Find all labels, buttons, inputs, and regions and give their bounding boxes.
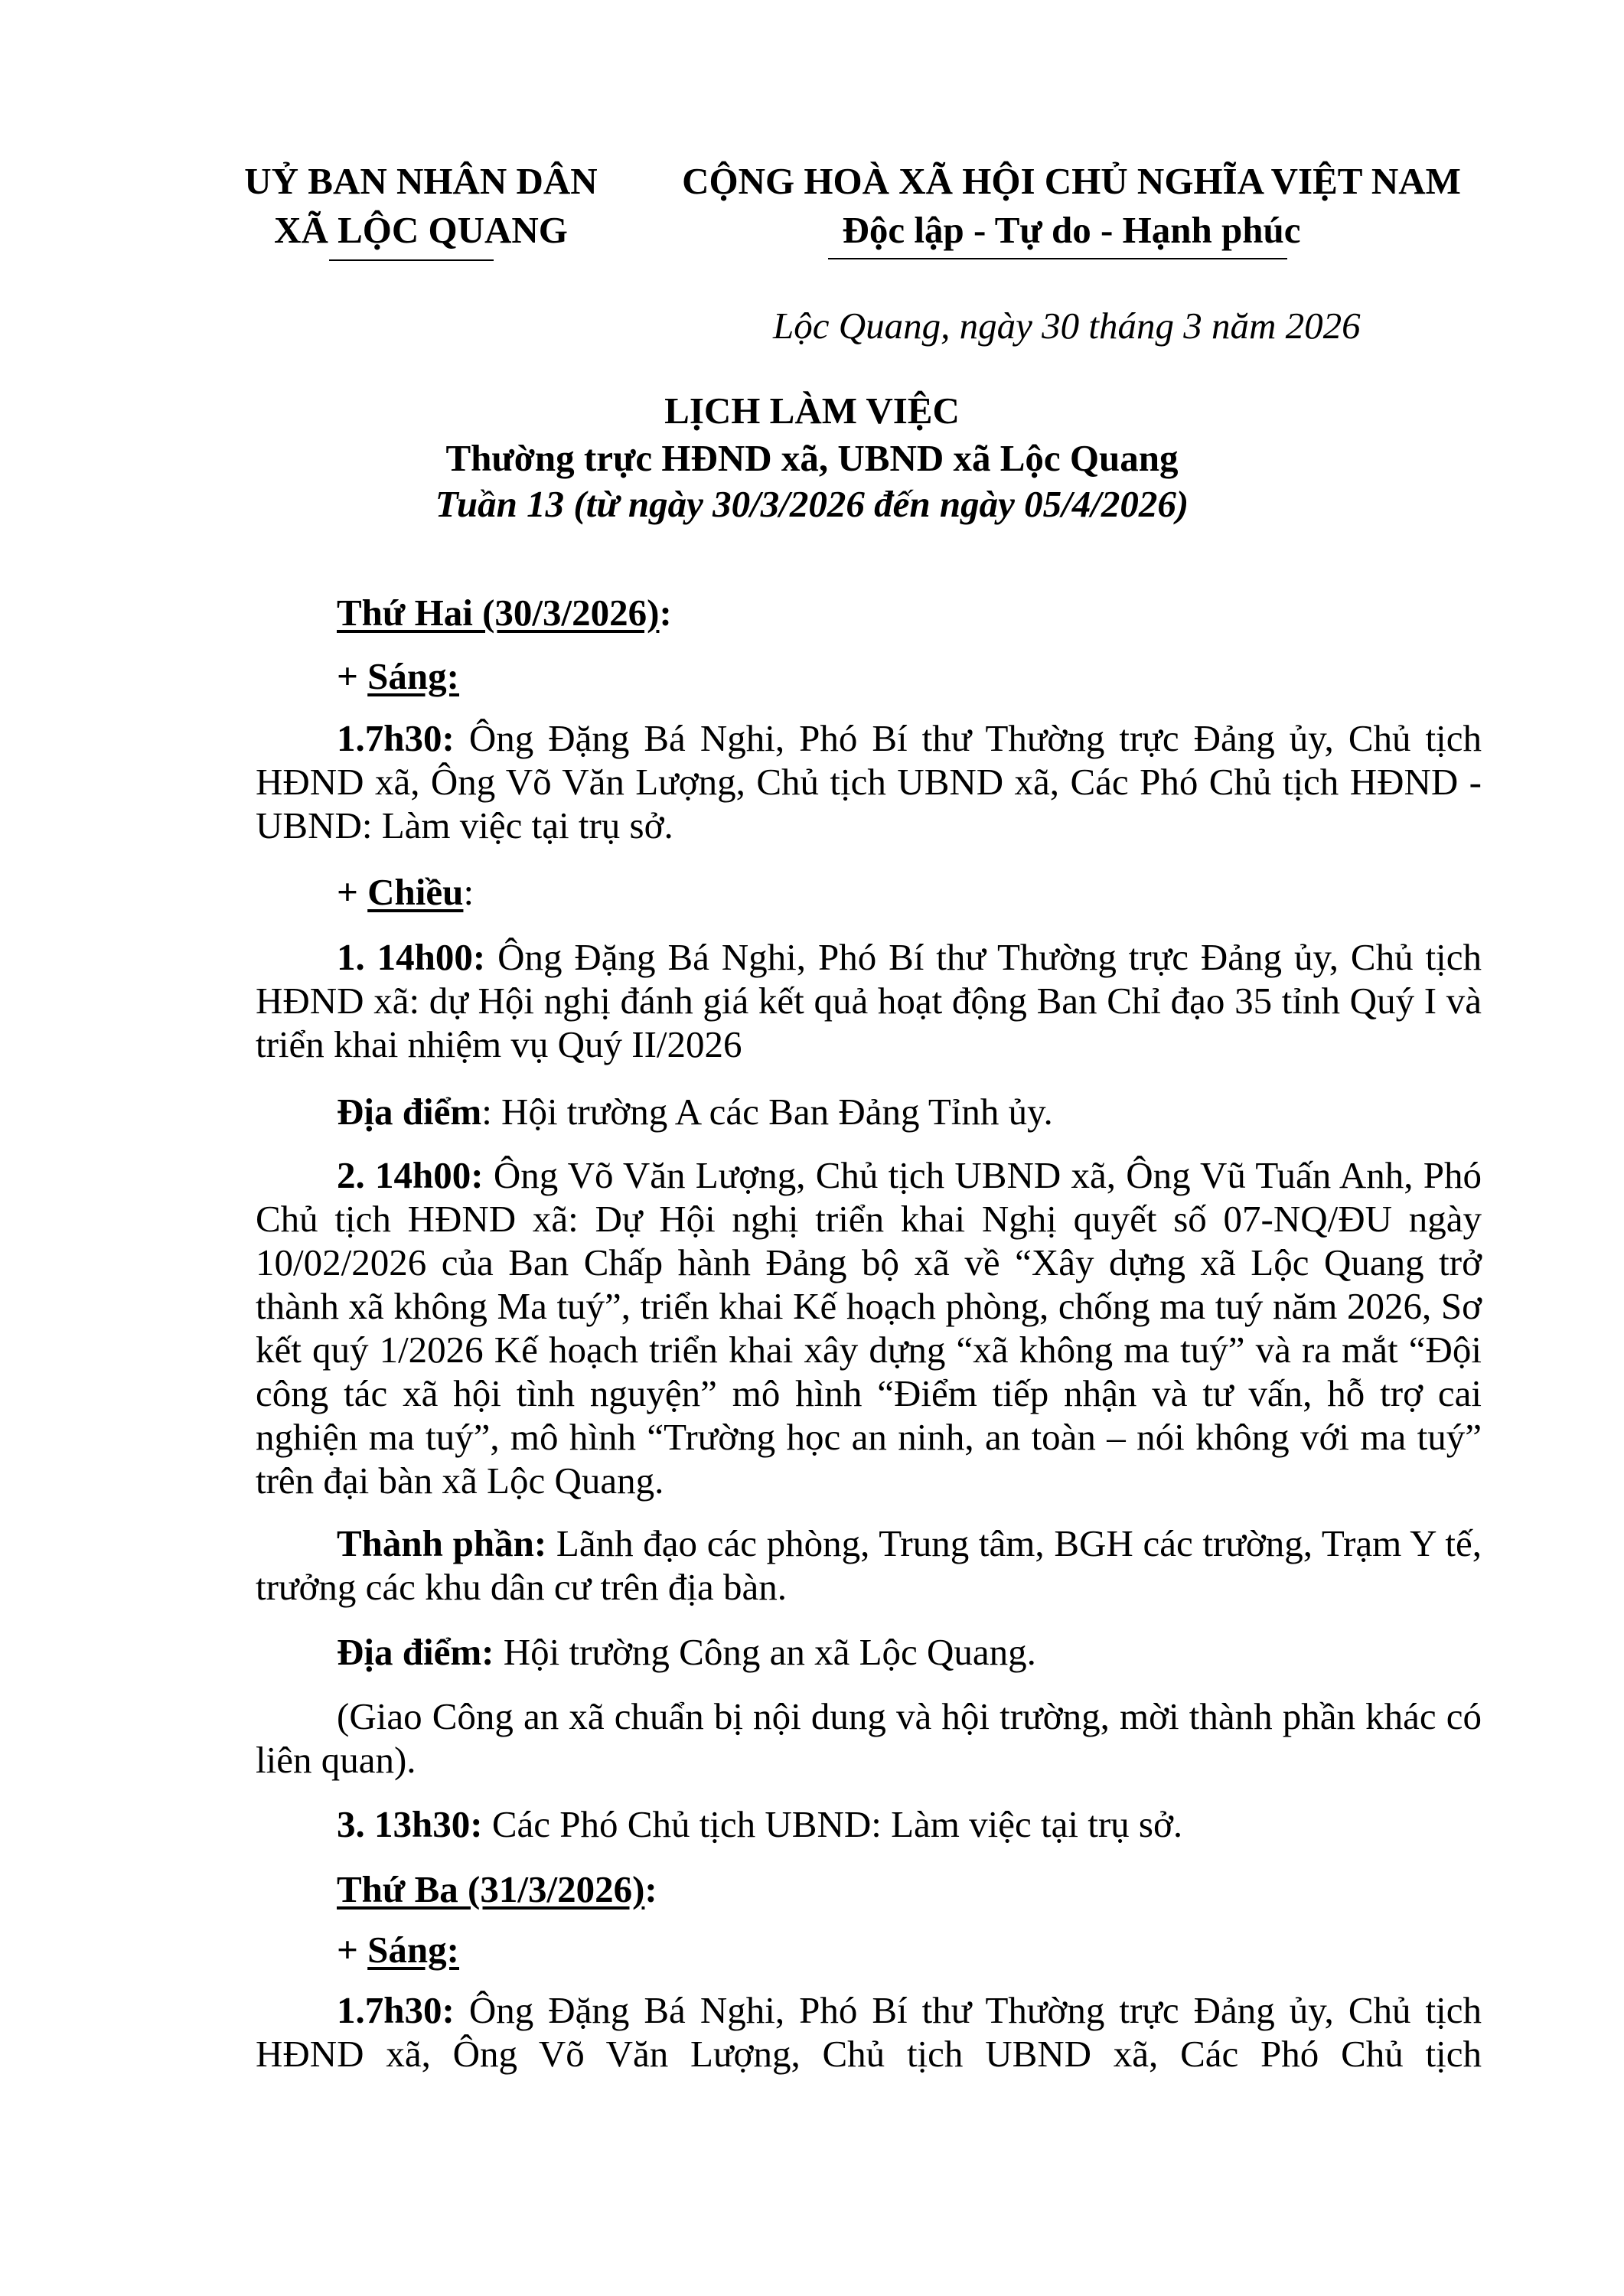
schedule-item — [256, 1988, 1482, 2076]
colon: : — [463, 871, 474, 913]
day-heading-tuesday — [256, 1867, 1482, 1911]
participants-text: Lãnh đạo các phòng, Trung tâm, BGH các trường, Trạm Y tế, trưởng các khu dân cư trên địa bàn. — [256, 1522, 1482, 1608]
location-text: Hội trường Công an xã Lộc Quang. — [494, 1631, 1036, 1673]
day-heading-text: Thứ Ba (31/3/2026) — [337, 1868, 645, 1910]
item-time: 1.7h30: — [337, 717, 455, 759]
item-location — [256, 1630, 1482, 1674]
motto-underline — [828, 258, 1287, 259]
doc-title: LỊCH LÀM VIỆC — [664, 390, 960, 432]
location-text: : Hội trường A các Ban Đảng Tỉnh ủy. — [481, 1091, 1053, 1133]
national-title: CỘNG HOÀ XÃ HỘI CHỦ NGHĨA VIỆT NAM — [682, 160, 1461, 202]
day-heading-text: Thứ Hai (30/3/2026) — [337, 592, 660, 634]
plus: + — [337, 871, 368, 913]
location-label: Địa điểm: — [337, 1631, 494, 1673]
item-location — [256, 1090, 1482, 1133]
date-line: Lộc Quang, ngày 30 tháng 3 năm 2026 — [773, 305, 1361, 347]
schedule-item — [256, 716, 1482, 847]
item-time: 2. 14h00: — [337, 1154, 484, 1196]
session-label: Chiều — [367, 871, 464, 913]
agency-line1: UỶ BAN NHÂN DÂN — [244, 160, 598, 202]
agency-line2: XÃ LỘC QUANG — [274, 209, 568, 251]
session-morning — [256, 654, 1482, 698]
session-afternoon — [256, 870, 1482, 914]
national-motto — [651, 157, 1492, 255]
plus: + — [337, 1929, 368, 1971]
item-text: Các Phó Chủ tịch UBND: Làm việc tại trụ sở. — [482, 1803, 1183, 1845]
session-label: Sáng: — [367, 655, 459, 697]
doc-subtitle: Thường trực HĐND xã, UBND xã Lộc Quang — [445, 437, 1179, 479]
item-time: 1. 14h00: — [337, 936, 486, 978]
item-text: Ông Đặng Bá Nghi, Phó Bí thư Thường trực Đảng ủy, Chủ tịch HĐND xã, Ông Võ Văn Lượng, Chủ tịch UBND xã, Các Phó Chủ tịch — [256, 1989, 1482, 2075]
schedule-item — [256, 935, 1482, 1066]
location-label: Địa điểm — [337, 1091, 482, 1133]
plus: + — [337, 655, 368, 697]
item-text: Ông Võ Văn Lượng, Chủ tịch UBND xã, Ông Vũ Tuấn Anh, Phó Chủ tịch HĐND xã: Dự Hội nghị triển khai Nghị quyết số 07-NQ/ĐU ngày 10/02/2026 của Ban Chấp hành Đảng bộ xã về “Xây dựng xã Lộc Quang trở thành xã không Ma tuý”, triển khai Kế hoạch phòng, chống ma tuý năm 2026, Sơ kết quý 1/2026 Kế hoạch triển khai xây dựng “xã không ma tuý” và ra mắt “Đội công tác xã hội tình nguyện” mô hình “Điểm tiếp nhận và tư vấn, hỗ trợ cai nghiện ma tuý”, mô hình “Trường học an ninh, an toàn – nói không với ma tuý” trên đại bàn xã Lộc Quang. — [256, 1154, 1482, 1502]
agency-underline — [329, 259, 494, 261]
doc-week: Tuần 13 (từ ngày 30/3/2026 đến ngày 05/4/2026) — [435, 483, 1189, 525]
item-text: Ông Đặng Bá Nghi, Phó Bí thư Thường trực Đảng ủy, Chủ tịch HĐND xã, Ông Võ Văn Lượng, Chủ tịch UBND xã, Các Phó Chủ tịch HĐND - UBND: Làm việc tại trụ sở. — [256, 717, 1482, 846]
colon: : — [659, 592, 672, 634]
colon: : — [644, 1868, 657, 1910]
day-heading-monday — [256, 591, 1482, 634]
session-morning — [256, 1928, 1482, 1971]
item-participants — [256, 1521, 1482, 1609]
session-label: Sáng: — [367, 1929, 459, 1971]
agency-name — [222, 157, 620, 255]
item-time: 1.7h30: — [337, 1989, 455, 2031]
participants-label: Thành phần: — [337, 1522, 547, 1564]
item-note: (Giao Công an xã chuẩn bị nội dung và hội trường, mời thành phần khác có liên quan). — [256, 1695, 1482, 1781]
schedule-item — [256, 1802, 1482, 1846]
item-time: 3. 13h30: — [337, 1803, 483, 1845]
motto-line: Độc lập - Tự do - Hạnh phúc — [842, 209, 1301, 251]
item-text: Ông Đặng Bá Nghi, Phó Bí thư Thường trực Đảng ủy, Chủ tịch HĐND xã: dự Hội nghị đánh giá kết quả hoạt động Ban Chỉ đạo 35 tỉnh Quý I và triển khai nhiệm vụ Quý II/2026 — [256, 936, 1482, 1065]
schedule-item — [256, 1153, 1482, 1502]
